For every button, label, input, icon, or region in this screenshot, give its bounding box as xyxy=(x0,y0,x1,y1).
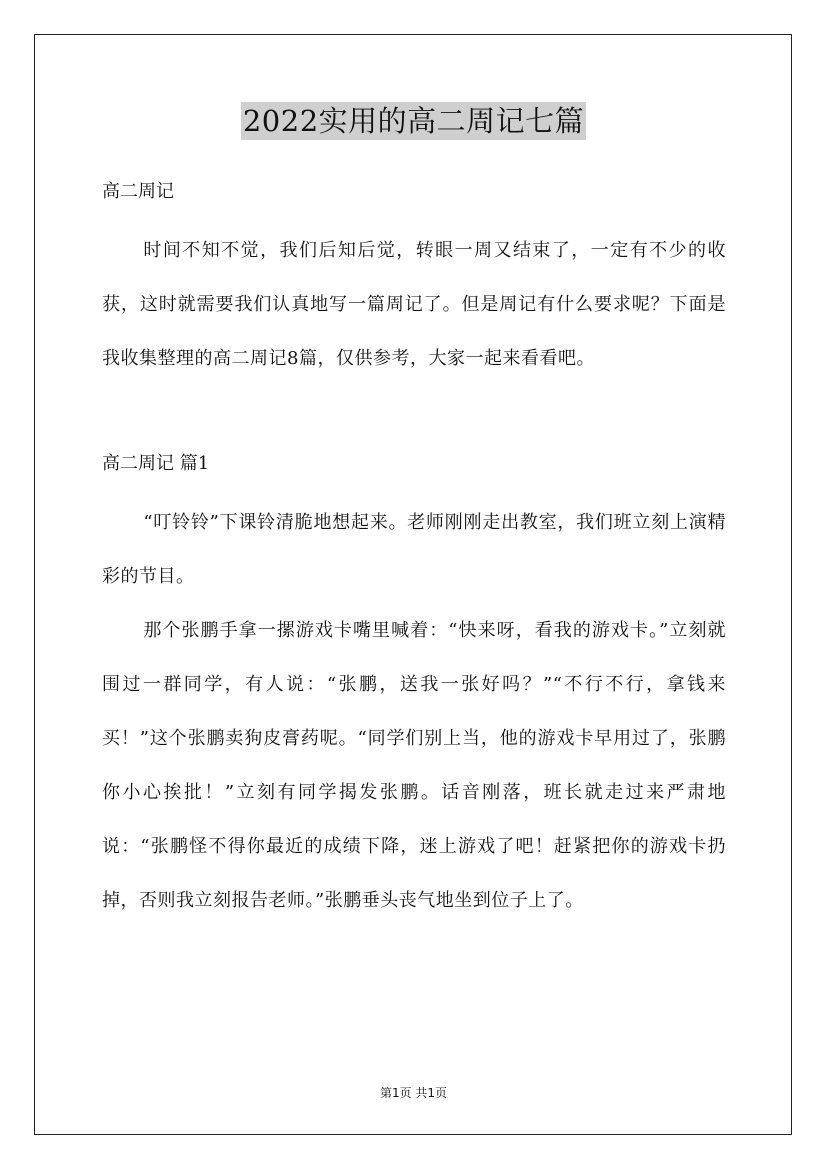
section-paragraph-1: “叮铃铃”下课铃清脆地想起来。老师刚刚走出教室，我们班立刻上演精彩的节目。 xyxy=(102,512,726,587)
intro-heading: 高二周记 xyxy=(102,181,174,202)
document-body xyxy=(102,174,726,928)
document-title: 2022实用的高二周记七篇 xyxy=(242,104,585,138)
section-paragraph-2: 那个张鹏手拿一摞游戏卡嘴里喊着：“快来呀，看我的游戏卡。”立刻就围过一群同学，有人说：“张鹏，送我一张好吗？”“不行不行，拿钱来买！”这个张鹏卖狗皮膏药呢。“同学们别上当，他的游戏卡早用过了，张鹏你小心挨批！”立刻有同学揭发张鹏。话音刚落，班长就走过来严肃地说：“张鹏怪不得你最近的成绩下降，迷上游戏了吧！赶紧把你的游戏卡扔掉，否则我立刻报告老师。”张鹏垂头丧气地坐到位子上了。 xyxy=(102,620,726,911)
page-footer: 第1页 共1页 xyxy=(379,1086,448,1100)
intro-paragraph: 时间不知不觉，我们后知后觉，转眼一周又结束了，一定有不少的收获，这时就需要我们认真地写一篇周记了。但是周记有什么要求呢？下面是我收集整理的高二周记8篇，仅供参考，大家一起来看看吧。 xyxy=(102,240,726,369)
section-heading: 高二周记 篇1 xyxy=(102,453,210,474)
title-container xyxy=(0,102,827,140)
